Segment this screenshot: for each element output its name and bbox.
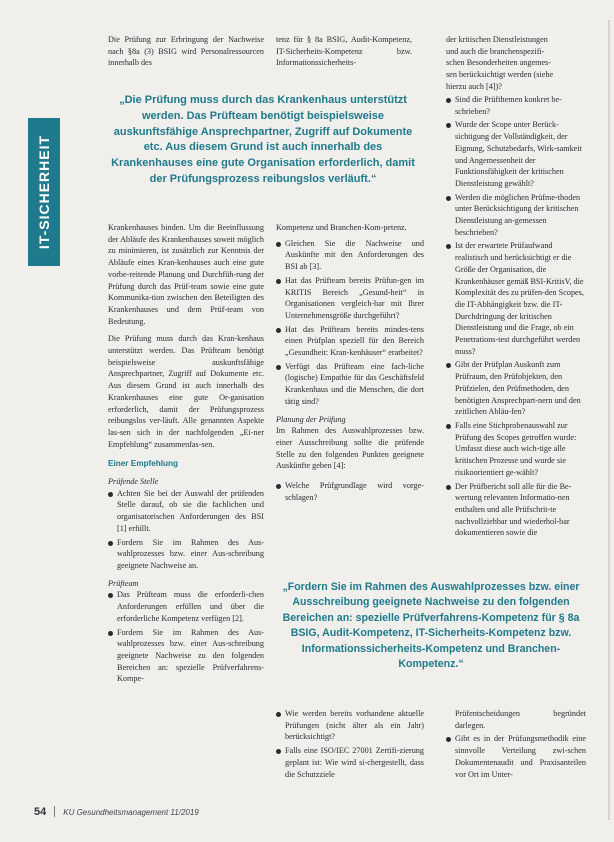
list-item: Fordern Sie im Rahmen des Aus-wahlprozesses bzw. einer Aus-schreibung geeignete Nachweise zu den folgenden Bereichen an: spezielle Prüfverfahrens-Kompe- [108, 627, 264, 686]
bullet-list [276, 708, 424, 780]
body-paragraph: Krankenhauses binden. Um die Beeinflussung der Abläufe des Krankenhauses soweit möglich zu minimieren, ist zusätzlich zur Kenntnis der Abläufe eines Kran-kenhauses auch eine gute vorbe-reitende Planung und Durchfüh-rung der Prüfung durch das Prüf-team sowie eine gute Kommunika-tion zwischen den Beteiligten des Krankenhauses und dem Prüf-team von Bedeutung. [108, 223, 264, 326]
page-footer [34, 806, 594, 818]
bottom-right-column [446, 708, 586, 782]
list-item: Welche Prüfgrundlage wird vorge-schlagen? [276, 480, 424, 503]
footer-divider [54, 806, 55, 817]
page-number: 54 [34, 806, 47, 818]
list-item: Wie werden bereits vorhandene aktuelle Prüfungen (nicht älter als ein Jahr) berücksichtigt? [276, 708, 424, 743]
list-item: Wurde der Scope unter Berück-sichtigung der Vollständigkeit, der Eignung, Schutzbedarfs, Wirk-samkeit und Angemessenheit der Funktionsfähigkeit der kritischen Dienstleistung gewählt? [446, 119, 586, 189]
list-item: Falls eine ISO/IEC 27001 Zertifi-zierung geplant ist: Wie wird si-chergestellt, dass die Schutzziele [276, 745, 424, 780]
top-right-fragment [446, 34, 586, 93]
list-item: Hat das Prüfteam bereits mindes-tens einen Prüfplan speziell für den Bereich „Gesundheit: Kran-kenhäuser“ erarbeitet? [276, 324, 424, 359]
list-item: Gibt es in der Prüfungsmethodik eine sinnvolle Verteilung zwi-schen Dokumentenaudit und Praxisanteilen vor Ort im Unter- [446, 733, 586, 780]
list-item: Das Prüfteam muss die erforderli-chen Anforderungen erfüllen und über die erforderliche Kompetenz verfügen [2]. [108, 589, 264, 624]
list-item: Achten Sie bei der Auswahl der prüfenden Stelle darauf, ob sie die fachlichen und organisatorischen Anforderungen des BSI [1] erfüllt. [108, 488, 264, 535]
body-paragraph: Im Rahmen des Auswahlprozesses bzw. einer Ausschreibung sollte die prüfende Stelle zu den folgenden Punkten geeignete Auskünfte geben [4]: [276, 426, 424, 471]
section-label: IT-SICHERHEIT [36, 134, 52, 250]
pull-quote-text: „Fordern Sie im Rahmen des Auswahlprozesses bzw. einer Ausschreibung geeignete Nachweise zu den folgenden Bereichen an: spezielle Prüfverfahrens-Kompetenz für § 8a BSIG, Audit-Kompetenz, IT-Sicherheits-Kompetenz bzw. Informationssicherheits-Kompetenz und Branchen-Kompetenz.“ [282, 581, 580, 671]
body-paragraph: Die Prüfung muss durch das Kran-kenhaus unterstützt werden. Das Prüfteam benötigt beispielsweise auskunftsfähige Ansprechpartner, Zugriff auf Dokumente etc. Aus diesem Grund ist auch innerhalb des Krankenhauses eine gute Or-ganisation erforderlich, damit der Prüfungsprozess reibungslos ver-läuft. Alle genannten Aspekte las-sen sich in der nachfolgenden „Ei-ner Empfehlung“ zusammenfas-sen. [108, 334, 264, 449]
list-item: Hat das Prüfteam bereits Prüfun-gen im KRITIS Bereich „Gesund-heit“ in Organisationen vergleich-bar mit Ihrer Unternehmensgröße durchgeführt? [276, 275, 424, 322]
pull-quote [108, 93, 418, 188]
subheading: Planung der Prüfung [276, 414, 346, 424]
body-line: sen berücksichtigt werden (siehe [446, 70, 554, 80]
list-item: Falls eine Stichprobenauswahl zur Prüfung des Scopes getroffen wurde: Umfasst diese auch wich-tige alle kritischen Prozesse und wurde sie risikoorientiert ge-wählt? [446, 420, 586, 479]
section-title: Einer Empfehlung [108, 459, 179, 469]
scan-edge [608, 20, 610, 820]
pull-quote-text: „Die Prüfung muss durch das Krankenhaus unterstützt werden. Das Prüfteam benötigt beispielsweise auskunftsfähige Ansprechpartner, Zugriff auf Dokumente etc. Aus diesem Grund ist auch innerhalb des Krankenhauses eine gute Organisation erforderlich, damit der Prüfungsprozess reibungslos verläuft.“ [111, 94, 415, 185]
body-paragraph: Die Prüfung zur Erbringung der Nachweise nach §8a (3) BSIG wird Personalressourcen innerhalb des [108, 35, 264, 68]
list-item: Fordern Sie im Rahmen des Aus-wahlprozesses bzw. einer Aus-schreibung geeignete Nachweise an. [108, 537, 264, 572]
bullet-list [108, 589, 264, 685]
bullet-list [446, 733, 586, 780]
subheading: Prüfende Stelle [108, 477, 159, 487]
list-item: Gleichen Sie die Nachweise und Auskünfte mit den Anforderungen des BSI ab [3]. [276, 238, 424, 273]
body-paragraph: tenz für § 8a BSIG, Audit-Kompetenz, IT-Sicherheits-Kompetenz bzw. Informationssicherheits- [276, 35, 412, 68]
body-paragraph: Prüfentscheidungen begründet darlegen. [455, 709, 586, 730]
list-item: Der Prüfbericht soll alle für die Be-wertung relevanten Informatio-nen enthalten und alle Prüfschrit-te nachvollziehbar und wiederhol-bar dokumentieren sowie die [446, 481, 586, 540]
bullet-list [276, 238, 424, 408]
body-line: schen Besonderheiten angemes- [446, 58, 552, 68]
checklist [446, 94, 586, 539]
list-item: Verfügt das Prüfteam eine fach-liche (logische) Empathie für das Geschäftsfeld Krankenhaus und die Menschen, die dort tätig sind? [276, 361, 424, 408]
middle-column [276, 222, 424, 505]
body-line: der kritischen Dienstleistungen [446, 35, 548, 44]
right-column [446, 94, 586, 541]
subheading: Prüfteam [108, 578, 139, 588]
top-middle-fragment [276, 34, 412, 69]
left-column [108, 222, 264, 687]
list-item: Sind die Prüfthemen konkret be-schrieben? [446, 94, 586, 117]
publication-name: KU Gesundheitsmanagement 11/2019 [63, 808, 199, 817]
list-item: Gibt der Prüfplan Auskunft zum Prüfraum, den Prüfobjekten, den Prüfzielen, den Prüfmethoden, den benötigten Ansprechpart-nern und den zeitlichen Abläu-fen? [446, 359, 586, 418]
body-paragraph: Kompetenz und Branchen-Kom-petenz. [276, 223, 407, 232]
body-line: hierzu auch [4])? [446, 81, 502, 91]
list-item: Ist der erwartete Prüfaufwand realistisch und berücksichtigt er die Größe der Organisation, die Krankenhäuser gemäß BSI-KritisV, die Komplexität des zu prüfen-den Scopes, die IT-Abhängigkeit bzw. die IT-Durchdringung der kritischen Dienstleistung und die Frage, ob ein Penetrations-test durchgeführt werden muss? [446, 240, 586, 357]
body-line: und auch die branchenspezifi- [446, 46, 545, 56]
top-left-fragment [108, 34, 264, 69]
bottom-middle-column [276, 708, 424, 782]
bullet-list [276, 480, 424, 503]
pull-quote [272, 580, 590, 672]
bullet-list [108, 488, 264, 572]
list-item: Werden die möglichen Prüfme-thoden unter Berücksichtigung der kritischen Dienstleistung an-gemessen beschrieben? [446, 192, 586, 239]
